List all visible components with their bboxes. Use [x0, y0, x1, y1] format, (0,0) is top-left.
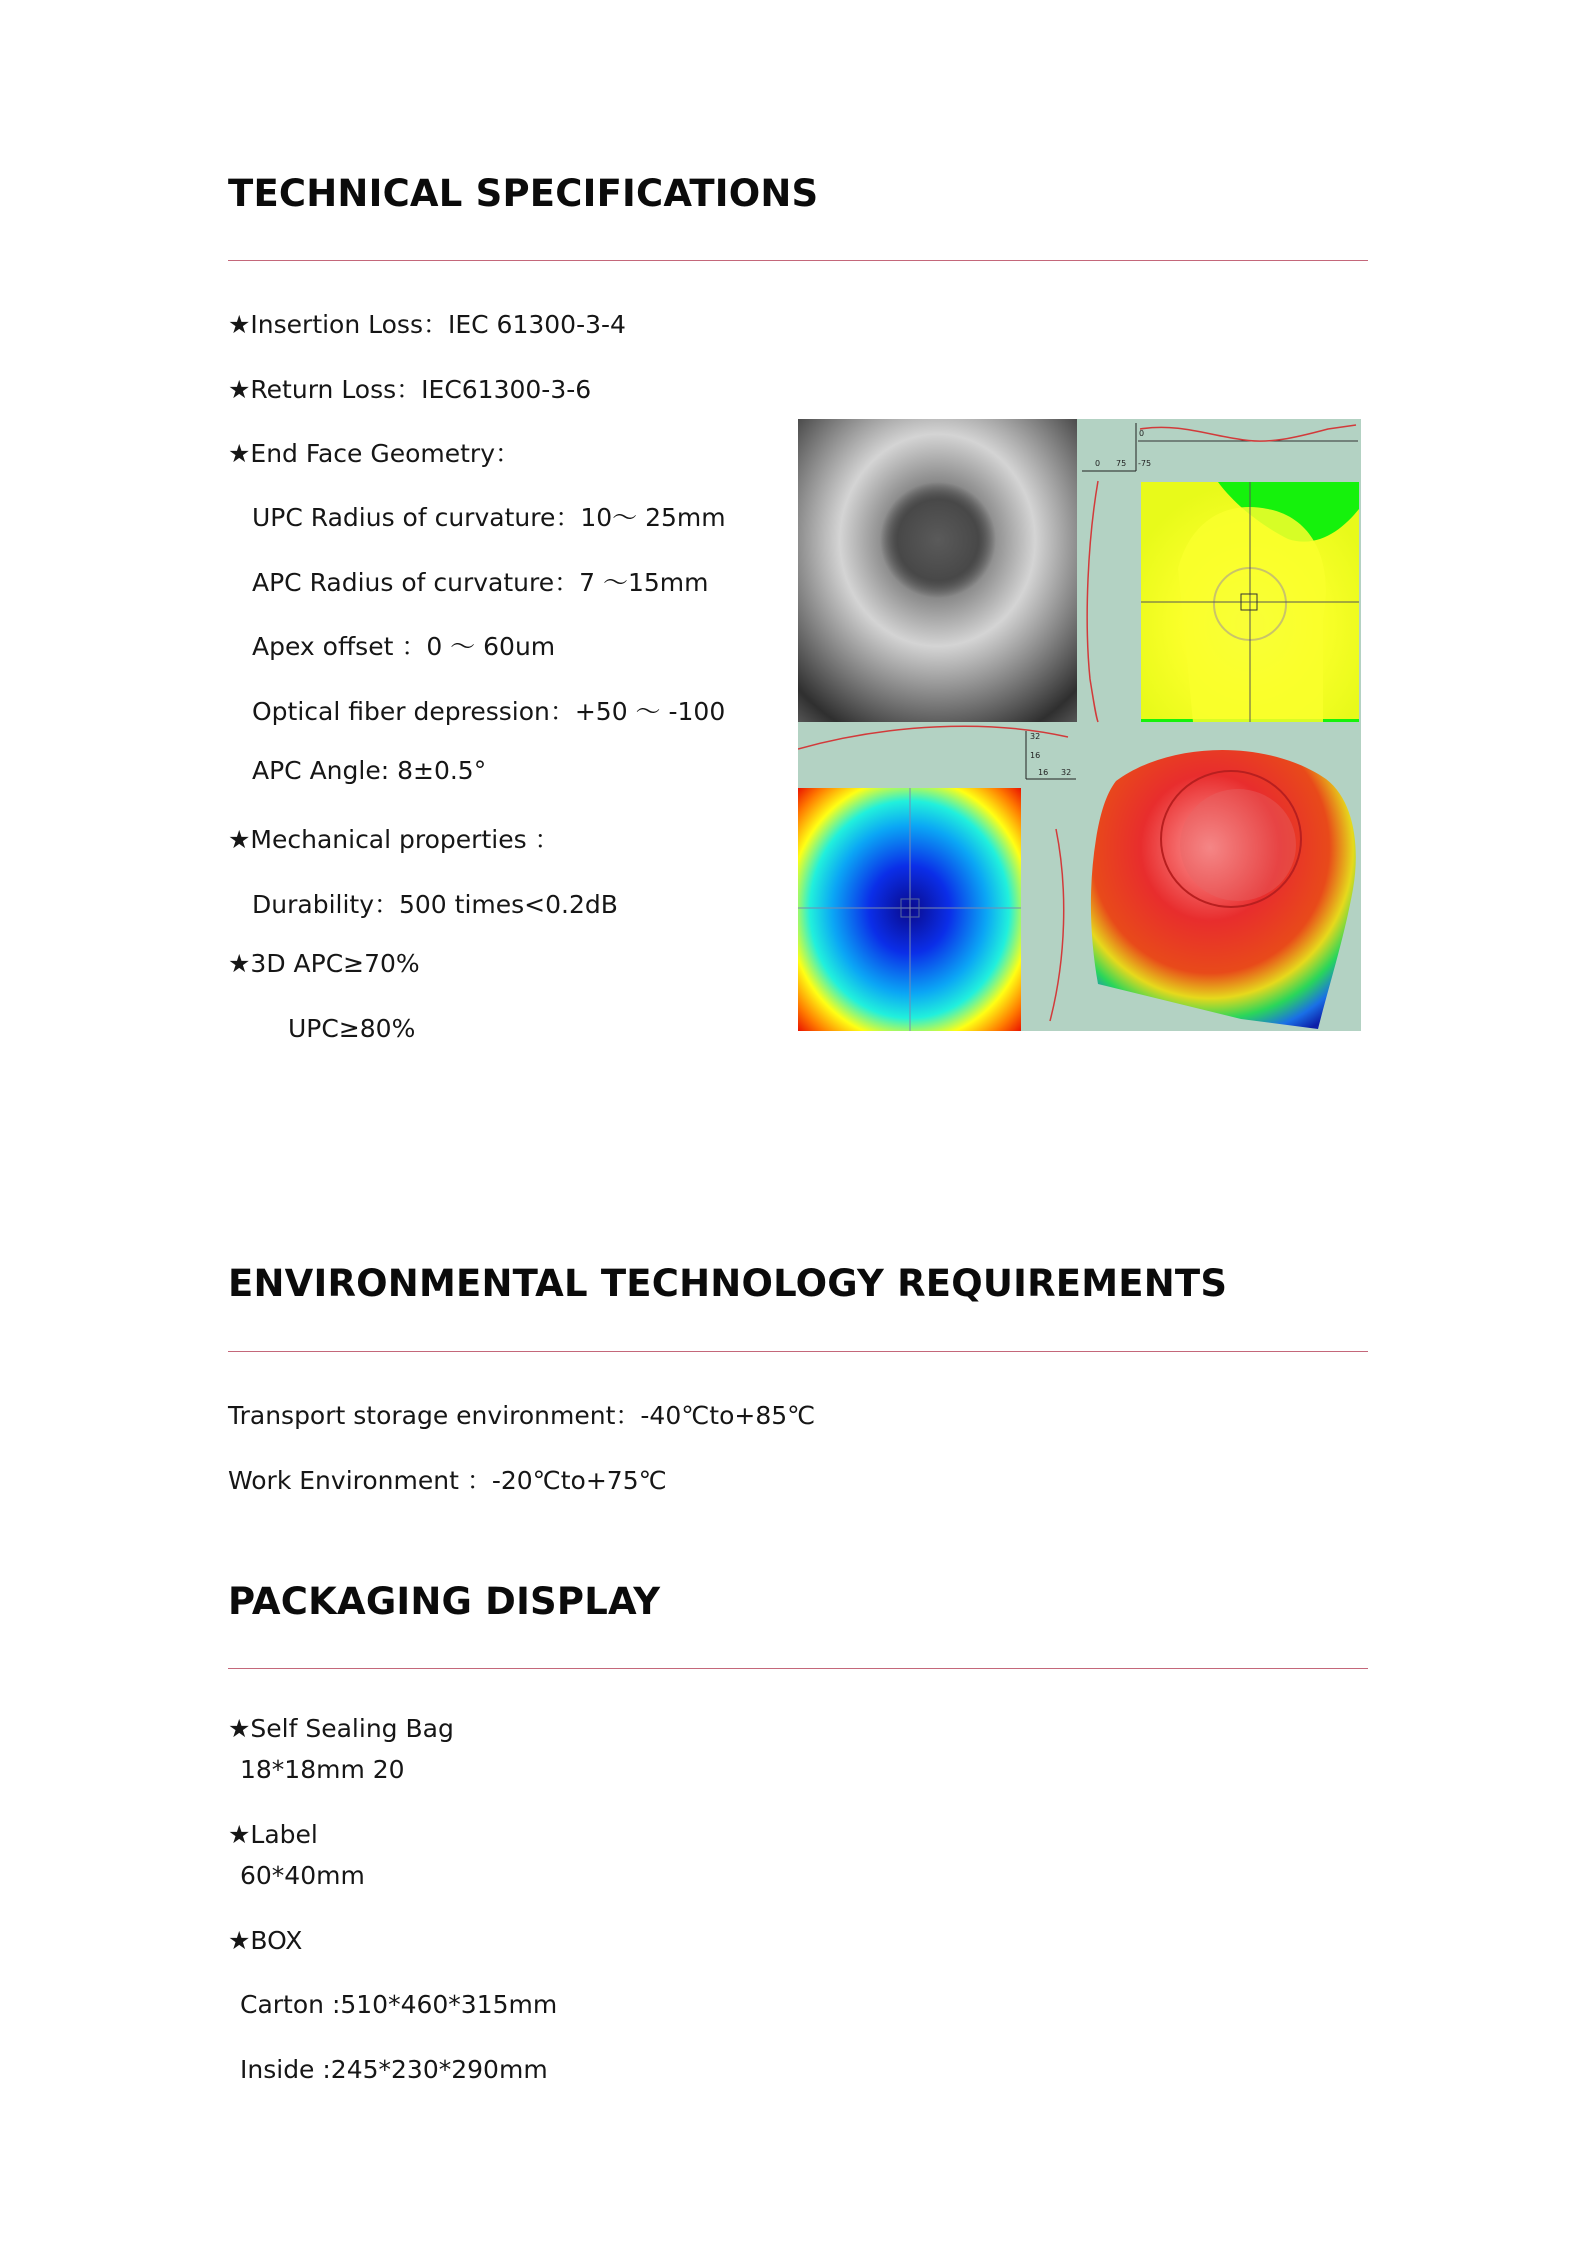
spec-3d-upc: UPC≥80% [288, 1014, 416, 1043]
interferometry-graphic [798, 419, 1361, 1031]
spec-apc-radius: APC Radius of curvature：7 ～15mm [252, 568, 709, 597]
pack-label-size: 60*40mm [240, 1861, 365, 1890]
technical-specifications-heading: TECHNICAL SPECIFICATIONS [228, 172, 819, 215]
spec-end-face-geometry: ★End Face Geometry： [228, 439, 521, 468]
pack-self-sealing-bag: ★Self Sealing Bag [228, 1714, 454, 1743]
pack-box: ★BOX [228, 1926, 303, 1955]
section-divider [228, 1668, 1368, 1669]
packaging-display-heading: PACKAGING DISPLAY [228, 1580, 661, 1623]
pack-carton-size: Carton :510*460*315mm [240, 1990, 558, 2019]
axis-label-top-neg75: -75 [1138, 459, 1152, 468]
pack-bag-size: 18*18mm 20 [240, 1755, 405, 1784]
section-divider [228, 1351, 1368, 1352]
axis-label-top-0: 0 [1095, 459, 1101, 468]
pack-inside-size: Inside :245*230*290mm [240, 2055, 548, 2084]
spec-durability: Durability：500 times<0.2dB [252, 890, 618, 919]
axis-label-top-right-0: 0 [1139, 429, 1145, 438]
axis-label-left-32: 32 [1030, 732, 1041, 741]
section-divider [228, 260, 1368, 261]
spec-apex-offset: Apex offset ：0 ～ 60um [252, 632, 556, 661]
spec-mechanical-properties: ★Mechanical properties ： [228, 825, 560, 854]
env-work-environment: Work Environment ：-20℃to+75℃ [228, 1466, 667, 1495]
pack-label: ★Label [228, 1820, 318, 1849]
axis-label-bottom-32: 32 [1061, 768, 1072, 777]
spec-fiber-depression: Optical fiber depression：+50 ～ -100 [252, 697, 726, 726]
spec-3d-apc: ★3D APC≥70% [228, 949, 420, 978]
spec-apc-angle: APC Angle: 8±0.5° [252, 756, 487, 785]
axis-label-top-75: 75 [1116, 459, 1127, 468]
end-face-interferometry-image [798, 419, 1361, 1031]
spec-return-loss: ★Return Loss：IEC61300-3-6 [228, 375, 592, 404]
axis-label-left-16: 16 [1030, 751, 1041, 760]
environmental-requirements-heading: ENVIRONMENTAL TECHNOLOGY REQUIREMENTS [228, 1262, 1228, 1305]
spec-insertion-loss: ★Insertion Loss：IEC 61300-3-4 [228, 310, 626, 339]
spec-upc-radius: UPC Radius of curvature：10～ 25mm [252, 503, 726, 532]
axis-label-bottom-16: 16 [1038, 768, 1049, 777]
env-transport-storage: Transport storage environment：-40℃to+85℃ [228, 1401, 816, 1430]
